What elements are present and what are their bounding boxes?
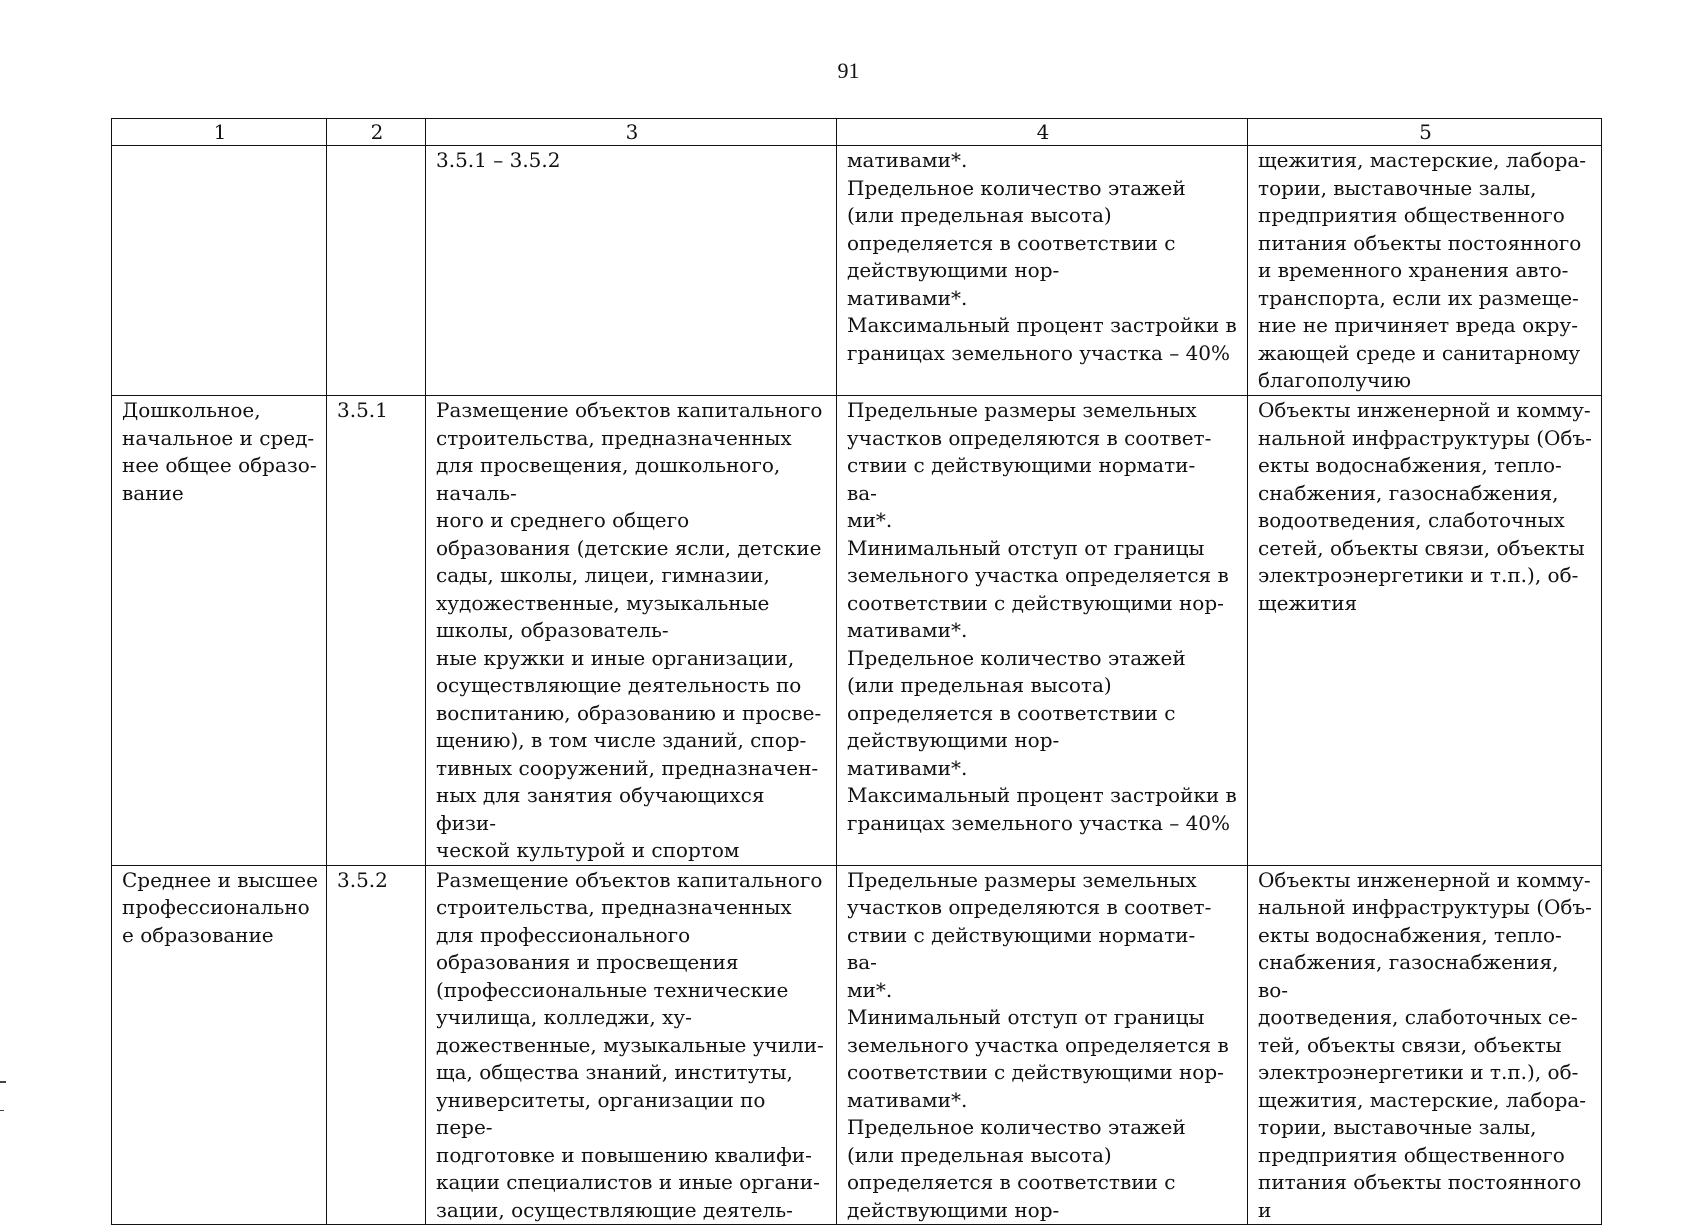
cell-text: 3.5.2: [337, 867, 388, 892]
cell-auxiliary-uses: [1248, 146, 1602, 396]
table-body: [112, 146, 1602, 1225]
cell-description: [426, 146, 837, 396]
cell-code: [327, 396, 426, 866]
cell-code: [327, 865, 426, 1225]
cell-text: Дошкольное, начальное и сред- нее общее образо- вание: [122, 398, 317, 505]
cell-use-name: [112, 865, 327, 1225]
table-row: [112, 396, 1602, 866]
column-header-4: 4: [837, 119, 1248, 146]
cell-auxiliary-uses: [1248, 396, 1602, 866]
land-use-table: [111, 118, 1602, 1225]
cell-parameters: [837, 865, 1248, 1225]
cell-auxiliary-uses: [1248, 865, 1602, 1225]
column-header-2: 2: [327, 119, 426, 146]
table-row: [112, 146, 1602, 396]
table-header: [112, 119, 1602, 146]
page-number: 91: [837, 58, 860, 83]
column-header-1: 1: [112, 119, 327, 146]
cell-text: Объекты инженерной и комму- нальной инфраструктуры (Объ- екты водоснабжения, тепло- снабжения, газоснабжения, во- доотведения, слаботочных се- тей, объекты связи, объекты электроэнергетики и т.п.), об- щежития, мастерские, лабора- тории, выставочные залы, предприятия общественного питания объекты постоянного и: [1258, 867, 1592, 1222]
scan-margin-mark: [0, 1110, 4, 1111]
column-header-5: 5: [1248, 119, 1602, 146]
cell-text: Предельные размеры земельных участков определяются в соответ- ствии с действующими нормати- ва- ми*. Минимальный отступ от границы земельного участка определяется в соответствии с действующими нор- мативами*. Предельное количество этажей (или предельная высота) определяется в соответствии с действующими нор- мативами*. Максимальный процент застройки в границах земельного участка – 40%: [847, 398, 1237, 835]
cell-description: [426, 396, 837, 866]
cell-text: Предельные размеры земельных участков определяются в соответ- ствии с действующими нормати- ва- ми*. Минимальный отступ от границы земельного участка определяется в соответствии с действующими нор- мативами*. Предельное количество этажей (или предельная высота) определяется в соответствии с действующими нор-: [847, 867, 1229, 1222]
scan-margin-mark: [0, 1081, 6, 1083]
cell-parameters: [837, 396, 1248, 866]
column-header-3: 3: [426, 119, 837, 146]
cell-text: мативами*. Предельное количество этажей (или предельная высота) определяется в соответствии с действующими нор- мативами*. Максимальный процент застройки в границах земельного участка – 40%: [847, 148, 1237, 365]
cell-text: Размещение объектов капитального строительства, предназначенных для профессионального образования и просвещения (профессиональные технические училища, колледжи, ху- дожественные, музыкальные учили- ща, общества знаний, институты, университеты, организации по пере- подготовке и повышению квалифи- кации специалистов и иные органи- зации, осуществляющие деятель-: [436, 867, 824, 1222]
cell-text: 3.5.1: [337, 398, 388, 422]
header-row: [112, 119, 1602, 146]
cell-text: Размещение объектов капитального строительства, предназначенных для просвещения, дошкольного, началь- ного и среднего общего образования (детские ясли, детские сады, школы, лицеи, гимназии, художественные, музыкальные школы, образователь- ные кружки и иные организации, осуществляющие деятельность по воспитанию, образованию и просве- щению), в том числе зданий, спор- тивных сооружений, предназначен- ных для занятия обучающихся физи- ческой культурой и спортом: [436, 398, 823, 862]
cell-use-name: [112, 396, 327, 866]
cell-use-name: [112, 146, 327, 396]
table-row: [112, 865, 1602, 1225]
cell-text: 3.5.1 – 3.5.2: [436, 148, 561, 172]
cell-text: щежития, мастерские, лабора- тории, выставочные залы, предприятия общественного питания объекты постоянного и временного хранения авто- транспорта, если их размеще- ние не причиняет вреда окру- жающей среде и санитарному благополучию: [1258, 148, 1587, 392]
cell-text: Среднее и высшее профессиональное образование: [122, 867, 318, 947]
cell-code: [327, 146, 426, 396]
cell-text: Объекты инженерной и комму- нальной инфраструктуры (Объ- екты водоснабжения, тепло- снабжения, газоснабжения, водоотведения, слаботочных сетей, объекты связи, объекты электроэнергетики и т.п.), об- щежития: [1258, 398, 1592, 615]
cell-description: [426, 865, 837, 1225]
cell-parameters: [837, 146, 1248, 396]
